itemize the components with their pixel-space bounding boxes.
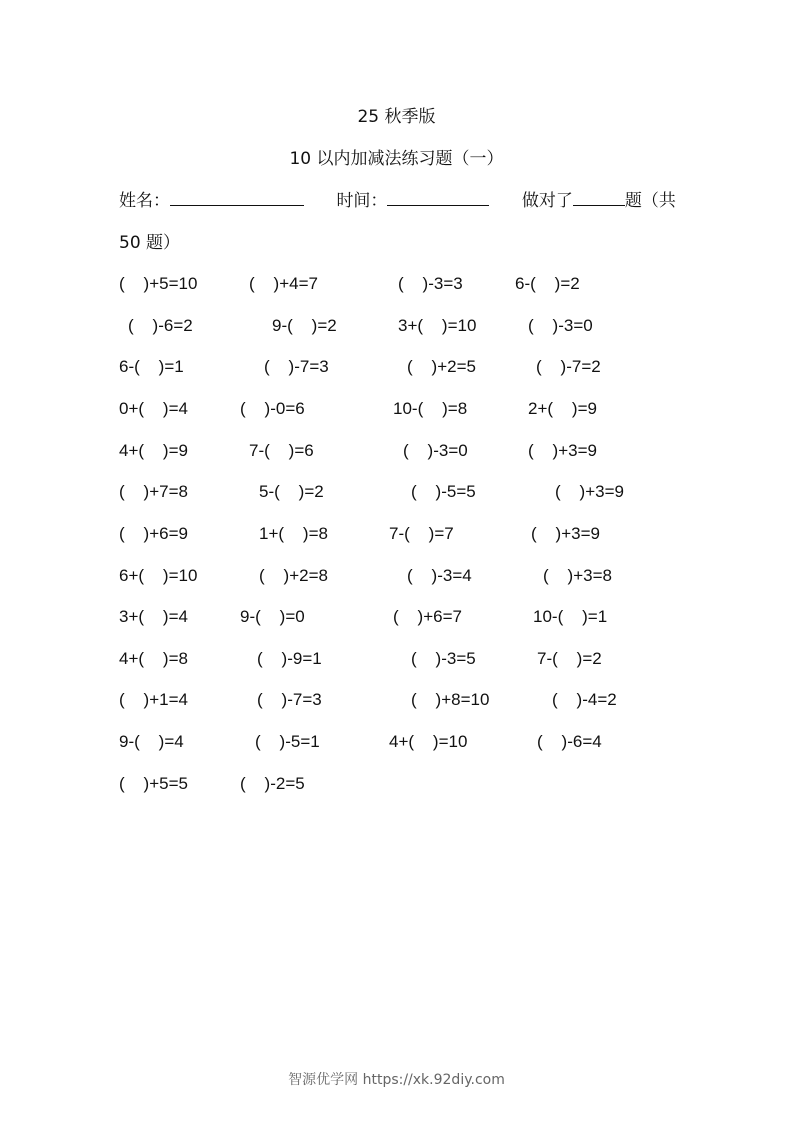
problem-item: ( )-5=5 xyxy=(411,482,476,501)
correct-suffix: 题（共 xyxy=(624,191,676,211)
problem-item: ( )+3=9 xyxy=(531,524,600,543)
problem-item: 4+( )=10 xyxy=(389,732,468,751)
problem-item: ( )-3=4 xyxy=(407,566,472,585)
total-count: 50 题） xyxy=(119,233,181,253)
name-label: 姓名： xyxy=(119,191,170,211)
correct-label: 做对了 xyxy=(521,191,573,211)
problem-item: ( )+2=5 xyxy=(407,357,476,376)
problem-item: 2+( )=9 xyxy=(528,399,597,418)
problem-item: ( )-9=1 xyxy=(257,649,322,668)
problem-item: 10-( )=8 xyxy=(393,399,468,418)
problem-item: ( )-6=2 xyxy=(128,316,193,335)
problem-item: ( )+6=9 xyxy=(119,524,188,543)
time-blank[interactable] xyxy=(387,190,489,206)
problem-item: ( )+7=8 xyxy=(119,482,188,501)
problem-item: 7-( )=6 xyxy=(249,441,314,460)
problem-item: 10-( )=1 xyxy=(533,607,608,626)
problem-item: ( )-0=6 xyxy=(240,399,305,418)
student-info-line xyxy=(119,190,679,212)
problem-item: 7-( )=7 xyxy=(389,524,454,543)
problem-item: ( )+1=4 xyxy=(119,690,188,709)
problem-item: 0+( )=4 xyxy=(119,399,188,418)
problem-item: 7-( )=2 xyxy=(537,649,602,668)
problem-item: 1+( )=8 xyxy=(259,524,328,543)
problem-item: 9-( )=4 xyxy=(119,732,184,751)
problem-item: 3+( )=10 xyxy=(398,316,477,335)
problem-item: 4+( )=9 xyxy=(119,441,188,460)
problem-item: ( )+3=8 xyxy=(543,566,612,585)
problem-item: 6-( )=1 xyxy=(119,357,184,376)
problem-item: ( )-5=1 xyxy=(255,732,320,751)
problem-item: 3+( )=4 xyxy=(119,607,188,626)
problem-item: ( )+4=7 xyxy=(249,274,318,293)
problem-item: ( )+2=8 xyxy=(259,566,328,585)
problem-item: ( )-7=2 xyxy=(536,357,601,376)
problem-item: 4+( )=8 xyxy=(119,649,188,668)
problem-item: ( )+8=10 xyxy=(411,690,490,709)
problem-item: ( )-3=0 xyxy=(403,441,468,460)
problem-item: ( )-3=5 xyxy=(411,649,476,668)
problem-item: 6+( )=10 xyxy=(119,566,198,585)
problem-item: 6-( )=2 xyxy=(515,274,580,293)
worksheet-edition-title: 25 秋季版 xyxy=(357,107,436,127)
problem-item: ( )+5=10 xyxy=(119,274,198,293)
footer-watermark: 智源优学网 https://xk.92diy.com xyxy=(288,1072,505,1088)
problem-item: ( )-7=3 xyxy=(257,690,322,709)
time-label: 时间： xyxy=(336,191,388,211)
problem-item: 5-( )=2 xyxy=(259,482,324,501)
correct-count-blank[interactable] xyxy=(573,190,625,206)
problem-item: 9-( )=2 xyxy=(272,316,337,335)
worksheet-title: 10 以内加减法练习题（一） xyxy=(289,149,504,169)
problem-item: 9-( )=0 xyxy=(240,607,305,626)
problem-item: ( )-6=4 xyxy=(537,732,602,751)
name-blank[interactable] xyxy=(170,190,304,206)
problem-item: ( )-3=3 xyxy=(398,274,463,293)
problem-item: ( )-7=3 xyxy=(264,357,329,376)
problem-item: ( )-3=0 xyxy=(528,316,593,335)
problem-item: ( )-2=5 xyxy=(240,774,305,793)
problem-item: ( )-4=2 xyxy=(552,690,617,709)
problem-item: ( )+6=7 xyxy=(393,607,462,626)
problem-item: ( )+3=9 xyxy=(555,482,624,501)
problem-item: ( )+5=5 xyxy=(119,774,188,793)
problem-item: ( )+3=9 xyxy=(528,441,597,460)
